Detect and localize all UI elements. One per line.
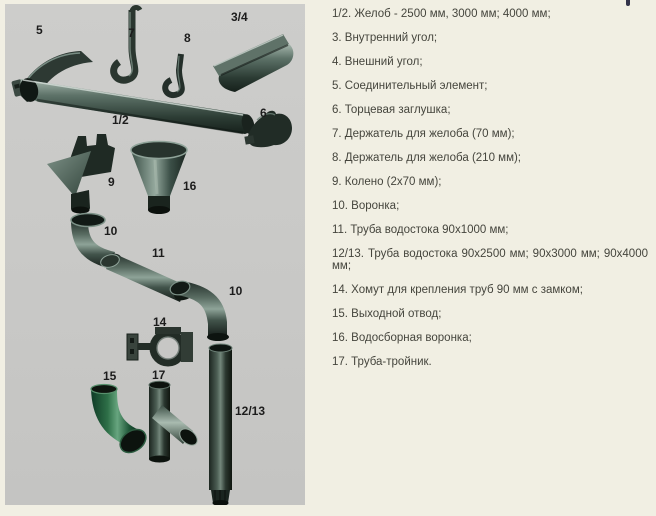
part-number-label: 5: [36, 23, 43, 37]
part-number-label: 3/4: [231, 10, 248, 24]
part-number-label: 17: [152, 368, 166, 382]
part-number-label: 7: [128, 26, 135, 40]
part-number-label: 14: [153, 315, 167, 329]
list-item: 6. Торцевая заглушка;: [332, 104, 451, 116]
list-item: 4. Внешний угол;: [332, 56, 423, 68]
parts-list: [332, 8, 648, 380]
part-number-label: 6: [260, 106, 267, 120]
part-number-label: 9: [108, 175, 115, 189]
part-number-label: 10: [229, 284, 243, 298]
list-item: 8. Держатель для желоба (210 мм);: [332, 152, 521, 164]
part-number-label: 10: [104, 224, 118, 238]
list-item: 12/13. Труба водостока 90x2500 мм; 90x3000 мм; 90x4000 мм;: [332, 248, 648, 272]
part-number-label: 16: [183, 179, 197, 193]
list-item: 1/2. Желоб - 2500 мм, 3000 мм; 4000 мм;: [332, 8, 551, 20]
part-number-label: 1/2: [112, 113, 129, 127]
part-number-label: 12/13: [235, 404, 266, 418]
list-item: 11. Труба водостока 90x1000 мм;: [332, 224, 509, 236]
cropped-title-fragment: [626, 0, 630, 6]
list-item: 9. Колено (2x70 мм);: [332, 176, 442, 188]
list-item: 16. Водосборная воронка;: [332, 332, 472, 344]
part-number-label: 8: [184, 31, 191, 45]
list-item: 14. Хомут для крепления труб 90 мм с замком;: [332, 284, 583, 296]
list-item: 5. Соединительный элемент;: [332, 80, 488, 92]
part-number-label: 11: [152, 246, 165, 260]
list-item: 7. Держатель для желоба (70 мм);: [332, 128, 515, 140]
diagram-panel: [5, 4, 305, 505]
part-number-label: 15: [103, 369, 117, 383]
diagram-labels: [5, 4, 305, 505]
list-item: 15. Выходной отвод;: [332, 308, 442, 320]
list-item: 17. Труба-тройник.: [332, 356, 432, 368]
list-item: 10. Воронка;: [332, 200, 400, 212]
list-item: 3. Внутренний угол;: [332, 32, 438, 44]
